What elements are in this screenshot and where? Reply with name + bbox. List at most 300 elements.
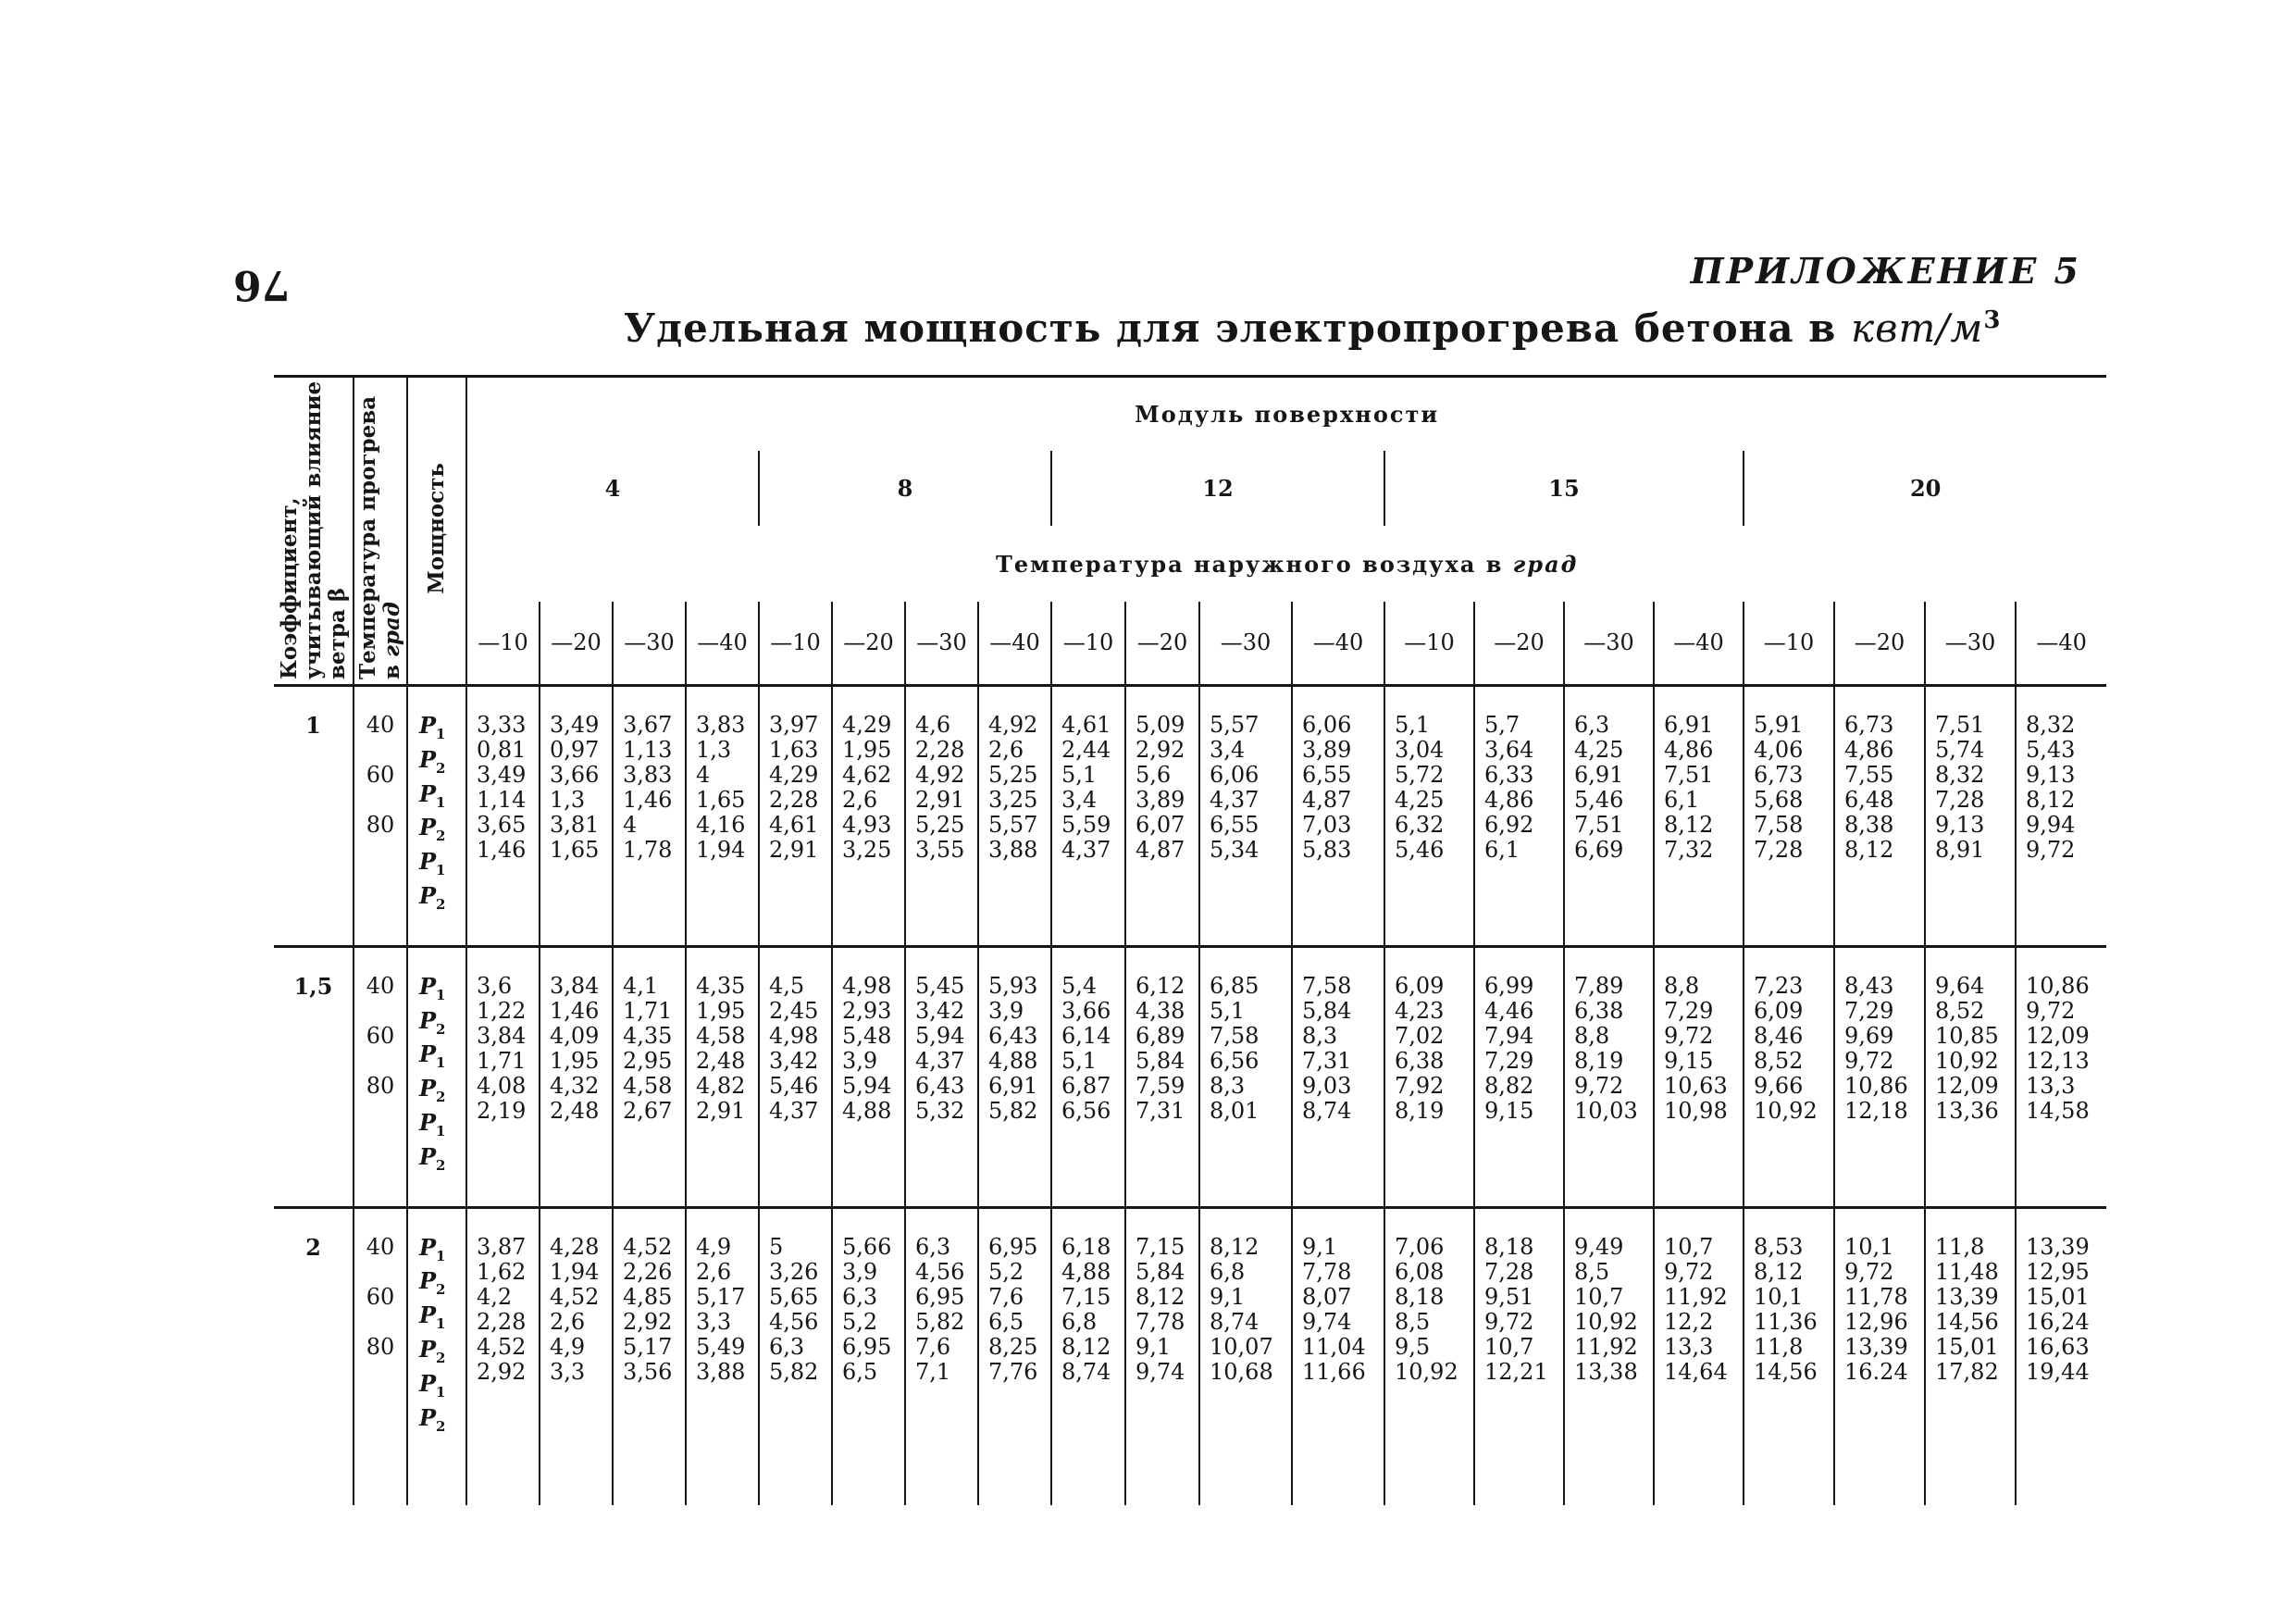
power-value: 6,5: [988, 1308, 1024, 1335]
power-value: 6,3: [769, 1333, 805, 1360]
coef-header-text: Коэффициент, учитывающий влияние ветра β: [276, 380, 350, 679]
power-value: 6,07: [1136, 812, 1185, 838]
power-values-cell: [1834, 686, 1925, 947]
power-values-cell: [1384, 686, 1474, 947]
power-value: 6,92: [1484, 812, 1534, 838]
power-value: 7,29: [1844, 997, 1894, 1024]
power-value: 5,46: [1574, 787, 1624, 813]
power-value: 11,36: [1754, 1308, 1818, 1335]
power-value: 6,8: [1061, 1308, 1098, 1335]
power-value: 7,28: [1754, 837, 1804, 863]
power-values-cell: [1125, 946, 1199, 1207]
power-value: 6,5: [842, 1358, 878, 1385]
power-value: 14,56: [1935, 1308, 1999, 1335]
power-value: 12,13: [2026, 1047, 2090, 1074]
power-value: 8,07: [1302, 1283, 1352, 1310]
power-value: 1,95: [842, 737, 892, 763]
power-symbol-letter: P: [419, 881, 437, 909]
power-value: 1,46: [550, 997, 600, 1024]
power-value: 9,15: [1664, 1047, 1714, 1074]
outside-temp-value: —40: [2016, 602, 2106, 686]
power-value: 2,91: [769, 837, 819, 863]
power-value: 5,94: [915, 1022, 965, 1049]
power-symbol: [419, 1371, 465, 1405]
power-symbol-letter: P: [419, 1335, 437, 1363]
power-value: 10,68: [1210, 1358, 1273, 1385]
power-value: 2,45: [769, 997, 819, 1024]
power-value: 8,43: [1844, 972, 1894, 999]
power-value: 8,32: [2026, 712, 2076, 738]
power-value: 6,56: [1210, 1047, 1260, 1074]
power-value: 9,72: [1484, 1308, 1534, 1335]
outside-temp-value: —20: [1125, 602, 1199, 686]
power-value: 6,3: [842, 1283, 878, 1310]
power-value: 2,91: [915, 787, 965, 813]
power-symbol-letter: P: [419, 848, 437, 876]
power-value: 5,94: [842, 1072, 892, 1099]
power-symbol: [419, 1110, 465, 1144]
power-value: 7,15: [1061, 1283, 1111, 1310]
power-value: 5,1: [1061, 1047, 1098, 1074]
power-value: 4,25: [1395, 787, 1445, 813]
power-value: 3,87: [477, 1233, 527, 1260]
power-symbol: [419, 781, 465, 816]
power-value: 5,1: [1395, 712, 1431, 738]
power-value: 3,25: [988, 787, 1038, 813]
outside-temp-value: —10: [1384, 602, 1474, 686]
power-value: 3,56: [623, 1358, 673, 1385]
power-values-cell: [686, 1207, 759, 1505]
heat-temp-value: 80: [366, 1072, 395, 1099]
power-value: 2,28: [769, 787, 819, 813]
power-value: 8,74: [1302, 1097, 1352, 1124]
power-symbol-subscript: 1: [436, 793, 446, 811]
power-values-cell: [1744, 1207, 1834, 1505]
power-value: 9,66: [1754, 1072, 1804, 1099]
power-value: 4,58: [696, 1022, 746, 1049]
heat-temp-value: 60: [366, 762, 395, 788]
power-value: 9,03: [1302, 1072, 1352, 1099]
power-value: 9,94: [2026, 812, 2076, 838]
power-value: 6,91: [1664, 712, 1714, 738]
power-value: 3,67: [623, 712, 673, 738]
power-symbol-subscript: 1: [436, 725, 446, 742]
power-value: 1,71: [477, 1047, 527, 1074]
power-symbol-letter: P: [419, 972, 437, 1000]
power-value: 7,6: [915, 1333, 951, 1360]
power-values-cell: [1292, 686, 1384, 947]
power-symbol-letter: P: [419, 1403, 437, 1431]
power-value: 1,3: [550, 787, 586, 813]
power-values-cell: [466, 1207, 540, 1505]
power-symbol: [419, 849, 465, 883]
power-value: 10,86: [1844, 1072, 1908, 1099]
power-values-cell: [1474, 1207, 1564, 1505]
power-value: 4,37: [1061, 837, 1111, 863]
power-values-cell: [905, 686, 978, 947]
power-value: 5,45: [915, 972, 965, 999]
power-values-cell: [1384, 946, 1474, 1207]
outside-temp-value: —40: [978, 602, 1051, 686]
power-value: 6,3: [1574, 712, 1610, 738]
power-value: 5: [769, 1233, 784, 1260]
power-value: 7,1: [915, 1358, 951, 1385]
power-value: 2,92: [477, 1358, 527, 1385]
power-value: 3,66: [550, 762, 600, 788]
power-value: 2,6: [696, 1258, 732, 1285]
power-values-cell: [832, 946, 905, 1207]
power-value: 10,7: [1574, 1283, 1624, 1310]
power-value: 14,58: [2026, 1097, 2090, 1124]
power-value: 4,52: [623, 1233, 673, 1260]
power-value: 6,95: [915, 1283, 965, 1310]
power-symbol-letter: P: [419, 1369, 437, 1397]
power-value: 7,58: [1754, 812, 1804, 838]
power-value: 2,28: [915, 737, 965, 763]
power-value: 4,23: [1395, 997, 1445, 1024]
power-value: 16,24: [2026, 1308, 2090, 1335]
power-values-cell: [1564, 1207, 1654, 1505]
power-value: 11,8: [1935, 1233, 1985, 1260]
power-value: 3,66: [1061, 997, 1111, 1024]
power-symbol: [419, 974, 465, 1008]
title-text: Удельная мощность для электропрогрева бетона в: [624, 305, 1837, 351]
page-title: [624, 305, 2001, 351]
power-symbol-subscript: 1: [436, 1247, 446, 1264]
power-value: 9,72: [1844, 1258, 1894, 1285]
power-value: 8,12: [1061, 1333, 1111, 1360]
power-value: 5,17: [696, 1283, 746, 1310]
power-value: 13,39: [1935, 1283, 1999, 1310]
power-symbol-subscript: 1: [436, 1054, 446, 1072]
power-value: 5,2: [988, 1258, 1024, 1285]
outside-temp-value: —30: [1925, 602, 2016, 686]
power-value: 1,46: [477, 837, 527, 863]
power-symbol-subscript: 1: [436, 986, 446, 1003]
power-values-cell: [1925, 946, 2016, 1207]
power-value: 4,9: [550, 1333, 586, 1360]
power-value: 4,38: [1136, 997, 1185, 1024]
power-value: 7,59: [1136, 1072, 1185, 1099]
power-symbol-subscript: 2: [436, 1417, 446, 1435]
power-value: 8,18: [1484, 1233, 1534, 1260]
power-value: 10,92: [1574, 1308, 1638, 1335]
outside-temp-value: —40: [1292, 602, 1384, 686]
power-value: 12,09: [2026, 1022, 2090, 1049]
power-value: 8,74: [1210, 1308, 1260, 1335]
power-value: 4,98: [769, 1022, 819, 1049]
power-value: 4,88: [988, 1047, 1038, 1074]
power-symbol-letter: P: [419, 1267, 437, 1295]
power-value: 9,72: [2026, 997, 2076, 1024]
power-values-cell: [832, 1207, 905, 1505]
power-value: 5,48: [842, 1022, 892, 1049]
power-symbol-cell: [407, 1207, 466, 1505]
power-value: 5,65: [769, 1283, 819, 1310]
power-value: 6,1: [1484, 837, 1520, 863]
power-value: 11,66: [1302, 1358, 1366, 1385]
power-value: 9,1: [1210, 1283, 1246, 1310]
power-value: 10,03: [1574, 1097, 1638, 1124]
power-value: 10,85: [1935, 1022, 1999, 1049]
outside-temp-value: —40: [1654, 602, 1744, 686]
power-values-cell: [1292, 946, 1384, 1207]
power-values-cell: [759, 1207, 832, 1505]
power-value: 13,3: [1664, 1333, 1714, 1360]
power-value: 1,13: [623, 737, 673, 763]
power-value: 7,76: [988, 1358, 1038, 1385]
power-value: 6,33: [1484, 762, 1534, 788]
power-value: 4,37: [769, 1097, 819, 1124]
power-value: 2,48: [550, 1097, 600, 1124]
power-values-cell: [759, 946, 832, 1207]
power-values-cell: [905, 1207, 978, 1505]
power-value: 8,12: [1754, 1258, 1804, 1285]
power-value: 6,38: [1574, 997, 1624, 1024]
power-values-cell: [1051, 686, 1125, 947]
power-value: 4,86: [1664, 737, 1714, 763]
power-value: 6,91: [988, 1072, 1038, 1099]
power-value: 4,06: [1754, 737, 1804, 763]
power-values-cell: [1564, 686, 1654, 947]
power-value: 9,72: [1574, 1072, 1624, 1099]
power-values-cell: [978, 1207, 1051, 1505]
power-value: 6,73: [1844, 712, 1894, 738]
power-values-cell: [466, 946, 540, 1207]
power-symbol: [419, 1144, 465, 1178]
power-value: 1,65: [696, 787, 746, 813]
power-value: 1,65: [550, 837, 600, 863]
power-symbol-letter: P: [419, 1006, 437, 1034]
power-value: 4,16: [696, 812, 746, 838]
power-value: 4,09: [550, 1022, 600, 1049]
heat-temp-header-text: [356, 378, 404, 679]
power-value: 8,32: [1935, 762, 1985, 788]
power-value: 8,12: [1664, 812, 1714, 838]
power-value: 7,78: [1302, 1258, 1352, 1285]
power-value: 10,92: [1754, 1097, 1818, 1124]
power-value: 4,37: [915, 1047, 965, 1074]
power-value: 7,23: [1754, 972, 1804, 999]
power-value: 7,29: [1484, 1047, 1534, 1074]
power-value: 2,6: [988, 737, 1024, 763]
power-values-cell: [978, 946, 1051, 1207]
power-value: 8,52: [1935, 997, 1985, 1024]
power-value: 5,83: [1302, 837, 1352, 863]
power-value: 1,94: [696, 837, 746, 863]
power-value: 1,14: [477, 787, 527, 813]
power-symbol: [419, 815, 465, 849]
outside-temp-value: —40: [686, 602, 759, 686]
power-values-cell: [1292, 1207, 1384, 1505]
power-value: 15,01: [1935, 1333, 1999, 1360]
power-value: 16.24: [1844, 1358, 1908, 1385]
power-value: 5,68: [1754, 787, 1804, 813]
power-values-cell: [2016, 946, 2106, 1207]
power-value: 4,9: [696, 1233, 732, 1260]
heat-temp-header-unit: град: [379, 602, 404, 657]
power-value: 3,9: [842, 1258, 878, 1285]
power-value: 3,97: [769, 712, 819, 738]
power-values-cell: [1654, 946, 1744, 1207]
appendix-label: ПРИЛОЖЕНИЕ 5: [1690, 250, 2081, 292]
power-value: 3,65: [477, 812, 527, 838]
power-value: 9,51: [1484, 1283, 1534, 1310]
power-value: 6,3: [915, 1233, 951, 1260]
power-value: 4,52: [477, 1333, 527, 1360]
surface-module-value: 20: [1744, 451, 2106, 526]
power-value: 2,95: [623, 1047, 673, 1074]
power-value: 12,95: [2026, 1258, 2090, 1285]
power-symbol-subscript: 2: [436, 1349, 446, 1366]
power-symbol-subscript: 2: [436, 1156, 446, 1174]
power-value: 13,39: [2026, 1233, 2090, 1260]
power-value: 9,72: [1664, 1258, 1714, 1285]
power-value: 3,55: [915, 837, 965, 863]
power-value: 5,46: [769, 1072, 819, 1099]
power-values-cell: [1474, 686, 1564, 947]
power-value: 4,29: [842, 712, 892, 738]
power-value: 3,42: [915, 997, 965, 1024]
power-values-cell: [1925, 1207, 2016, 1505]
power-value: 3,42: [769, 1047, 819, 1074]
power-value: 9,69: [1844, 1022, 1894, 1049]
power-symbol-subscript: 2: [436, 895, 446, 913]
power-values-cell: [613, 1207, 686, 1505]
power-values-cell: [686, 686, 759, 947]
power-symbol-letter: P: [419, 1301, 437, 1329]
power-value: 7,58: [1210, 1022, 1260, 1049]
wind-coef-cell: 1: [274, 686, 354, 947]
power-value: 4,35: [696, 972, 746, 999]
power-values-cell: [905, 946, 978, 1207]
power-values-cell: [1474, 946, 1564, 1207]
power-value: 7,31: [1136, 1097, 1185, 1124]
power-values-cell: [1564, 946, 1654, 1207]
power-value: 2,44: [1061, 737, 1111, 763]
power-value: 2,93: [842, 997, 892, 1024]
power-values-cell: [1051, 1207, 1125, 1505]
power-value: 7,29: [1664, 997, 1714, 1024]
power-value: 3,9: [988, 997, 1024, 1024]
power-symbol: [419, 1076, 465, 1110]
power-header: [407, 377, 466, 686]
power-symbol: [419, 1302, 465, 1337]
power-value: 6,08: [1395, 1258, 1445, 1285]
power-symbol: [419, 1405, 465, 1439]
power-value: 8,19: [1395, 1097, 1445, 1124]
heat-temp-value: 40: [366, 712, 395, 738]
power-value: 11,48: [1935, 1258, 1999, 1285]
power-value: 5,66: [842, 1233, 892, 1260]
power-value: 12,18: [1844, 1097, 1908, 1124]
power-value: 4,28: [550, 1233, 600, 1260]
coef-header: [274, 377, 354, 686]
power-value: 9,15: [1484, 1097, 1534, 1124]
power-values-cell: [1125, 686, 1199, 947]
power-value: 5,82: [988, 1097, 1038, 1124]
power-value: 4: [696, 762, 711, 788]
power-value: 4,6: [915, 712, 951, 738]
outside-temp-value: —30: [905, 602, 978, 686]
outside-temp-value: —20: [540, 602, 613, 686]
power-value: 5,32: [915, 1097, 965, 1124]
power-value: 7,15: [1136, 1233, 1185, 1260]
power-value: 4: [623, 812, 638, 838]
power-value: 5,91: [1754, 712, 1804, 738]
power-value: 4,29: [769, 762, 819, 788]
power-value: 7,89: [1574, 972, 1624, 999]
power-value: 5,17: [623, 1333, 673, 1360]
power-symbol-letter: P: [419, 814, 437, 841]
power-value: 14,64: [1664, 1358, 1728, 1385]
power-value: 8,5: [1574, 1258, 1610, 1285]
power-value: 3,49: [477, 762, 527, 788]
power-value: 6,48: [1844, 787, 1894, 813]
power-value: 4,58: [623, 1072, 673, 1099]
power-value: 7,78: [1136, 1308, 1185, 1335]
power-value: 4,56: [915, 1258, 965, 1285]
power-value: 5,84: [1136, 1047, 1185, 1074]
power-value: 4,61: [769, 812, 819, 838]
power-value: 6,91: [1574, 762, 1624, 788]
power-value: 3,64: [1484, 737, 1534, 763]
power-value: 5,2: [842, 1308, 878, 1335]
power-value: 10,86: [2026, 972, 2090, 999]
power-value: 5,84: [1302, 997, 1352, 1024]
power-value: 3,83: [696, 712, 746, 738]
power-value: 9,13: [2026, 762, 2076, 788]
power-value: 7,02: [1395, 1022, 1445, 1049]
power-symbol: [419, 747, 465, 781]
heat-temp-cell: [354, 686, 407, 947]
power-value: 9,72: [2026, 837, 2076, 863]
power-value: 6,1: [1664, 787, 1700, 813]
power-value: 1,95: [550, 1047, 600, 1074]
power-value: 7,06: [1395, 1233, 1445, 1260]
surface-module-value: 15: [1384, 451, 1744, 526]
power-value: 7,94: [1484, 1022, 1534, 1049]
power-value: 2,91: [696, 1097, 746, 1124]
power-value: 2,6: [842, 787, 878, 813]
power-value: 8,91: [1935, 837, 1985, 863]
title-unit-exponent: 3: [1983, 306, 2002, 334]
surface-module-header: Модуль поверхности: [466, 377, 2106, 452]
power-value: 4,98: [842, 972, 892, 999]
power-symbol-subscript: 1: [436, 1314, 446, 1332]
outside-temp-value: —30: [1564, 602, 1654, 686]
power-value: 1,62: [477, 1258, 527, 1285]
power-value: 9,5: [1395, 1333, 1431, 1360]
power-value: 6,69: [1574, 837, 1624, 863]
power-value: 5,82: [915, 1308, 965, 1335]
power-symbol-letter: P: [419, 1108, 437, 1136]
power-value: 12,21: [1484, 1358, 1548, 1385]
power-value: 10,1: [1754, 1283, 1804, 1310]
power-value: 7,51: [1574, 812, 1624, 838]
power-values-cell: [1834, 946, 1925, 1207]
power-value: 2,92: [1136, 737, 1185, 763]
power-value: 8,19: [1574, 1047, 1624, 1074]
power-value: 4,88: [1061, 1258, 1111, 1285]
power-value: 6,99: [1484, 972, 1534, 999]
power-value: 5,34: [1210, 837, 1260, 863]
power-value: 8,12: [2026, 787, 2076, 813]
power-value: 17,82: [1935, 1358, 1999, 1385]
heat-temp-value: 80: [366, 1333, 395, 1360]
power-value: 8,25: [988, 1333, 1038, 1360]
power-value: 7,28: [1484, 1258, 1534, 1285]
